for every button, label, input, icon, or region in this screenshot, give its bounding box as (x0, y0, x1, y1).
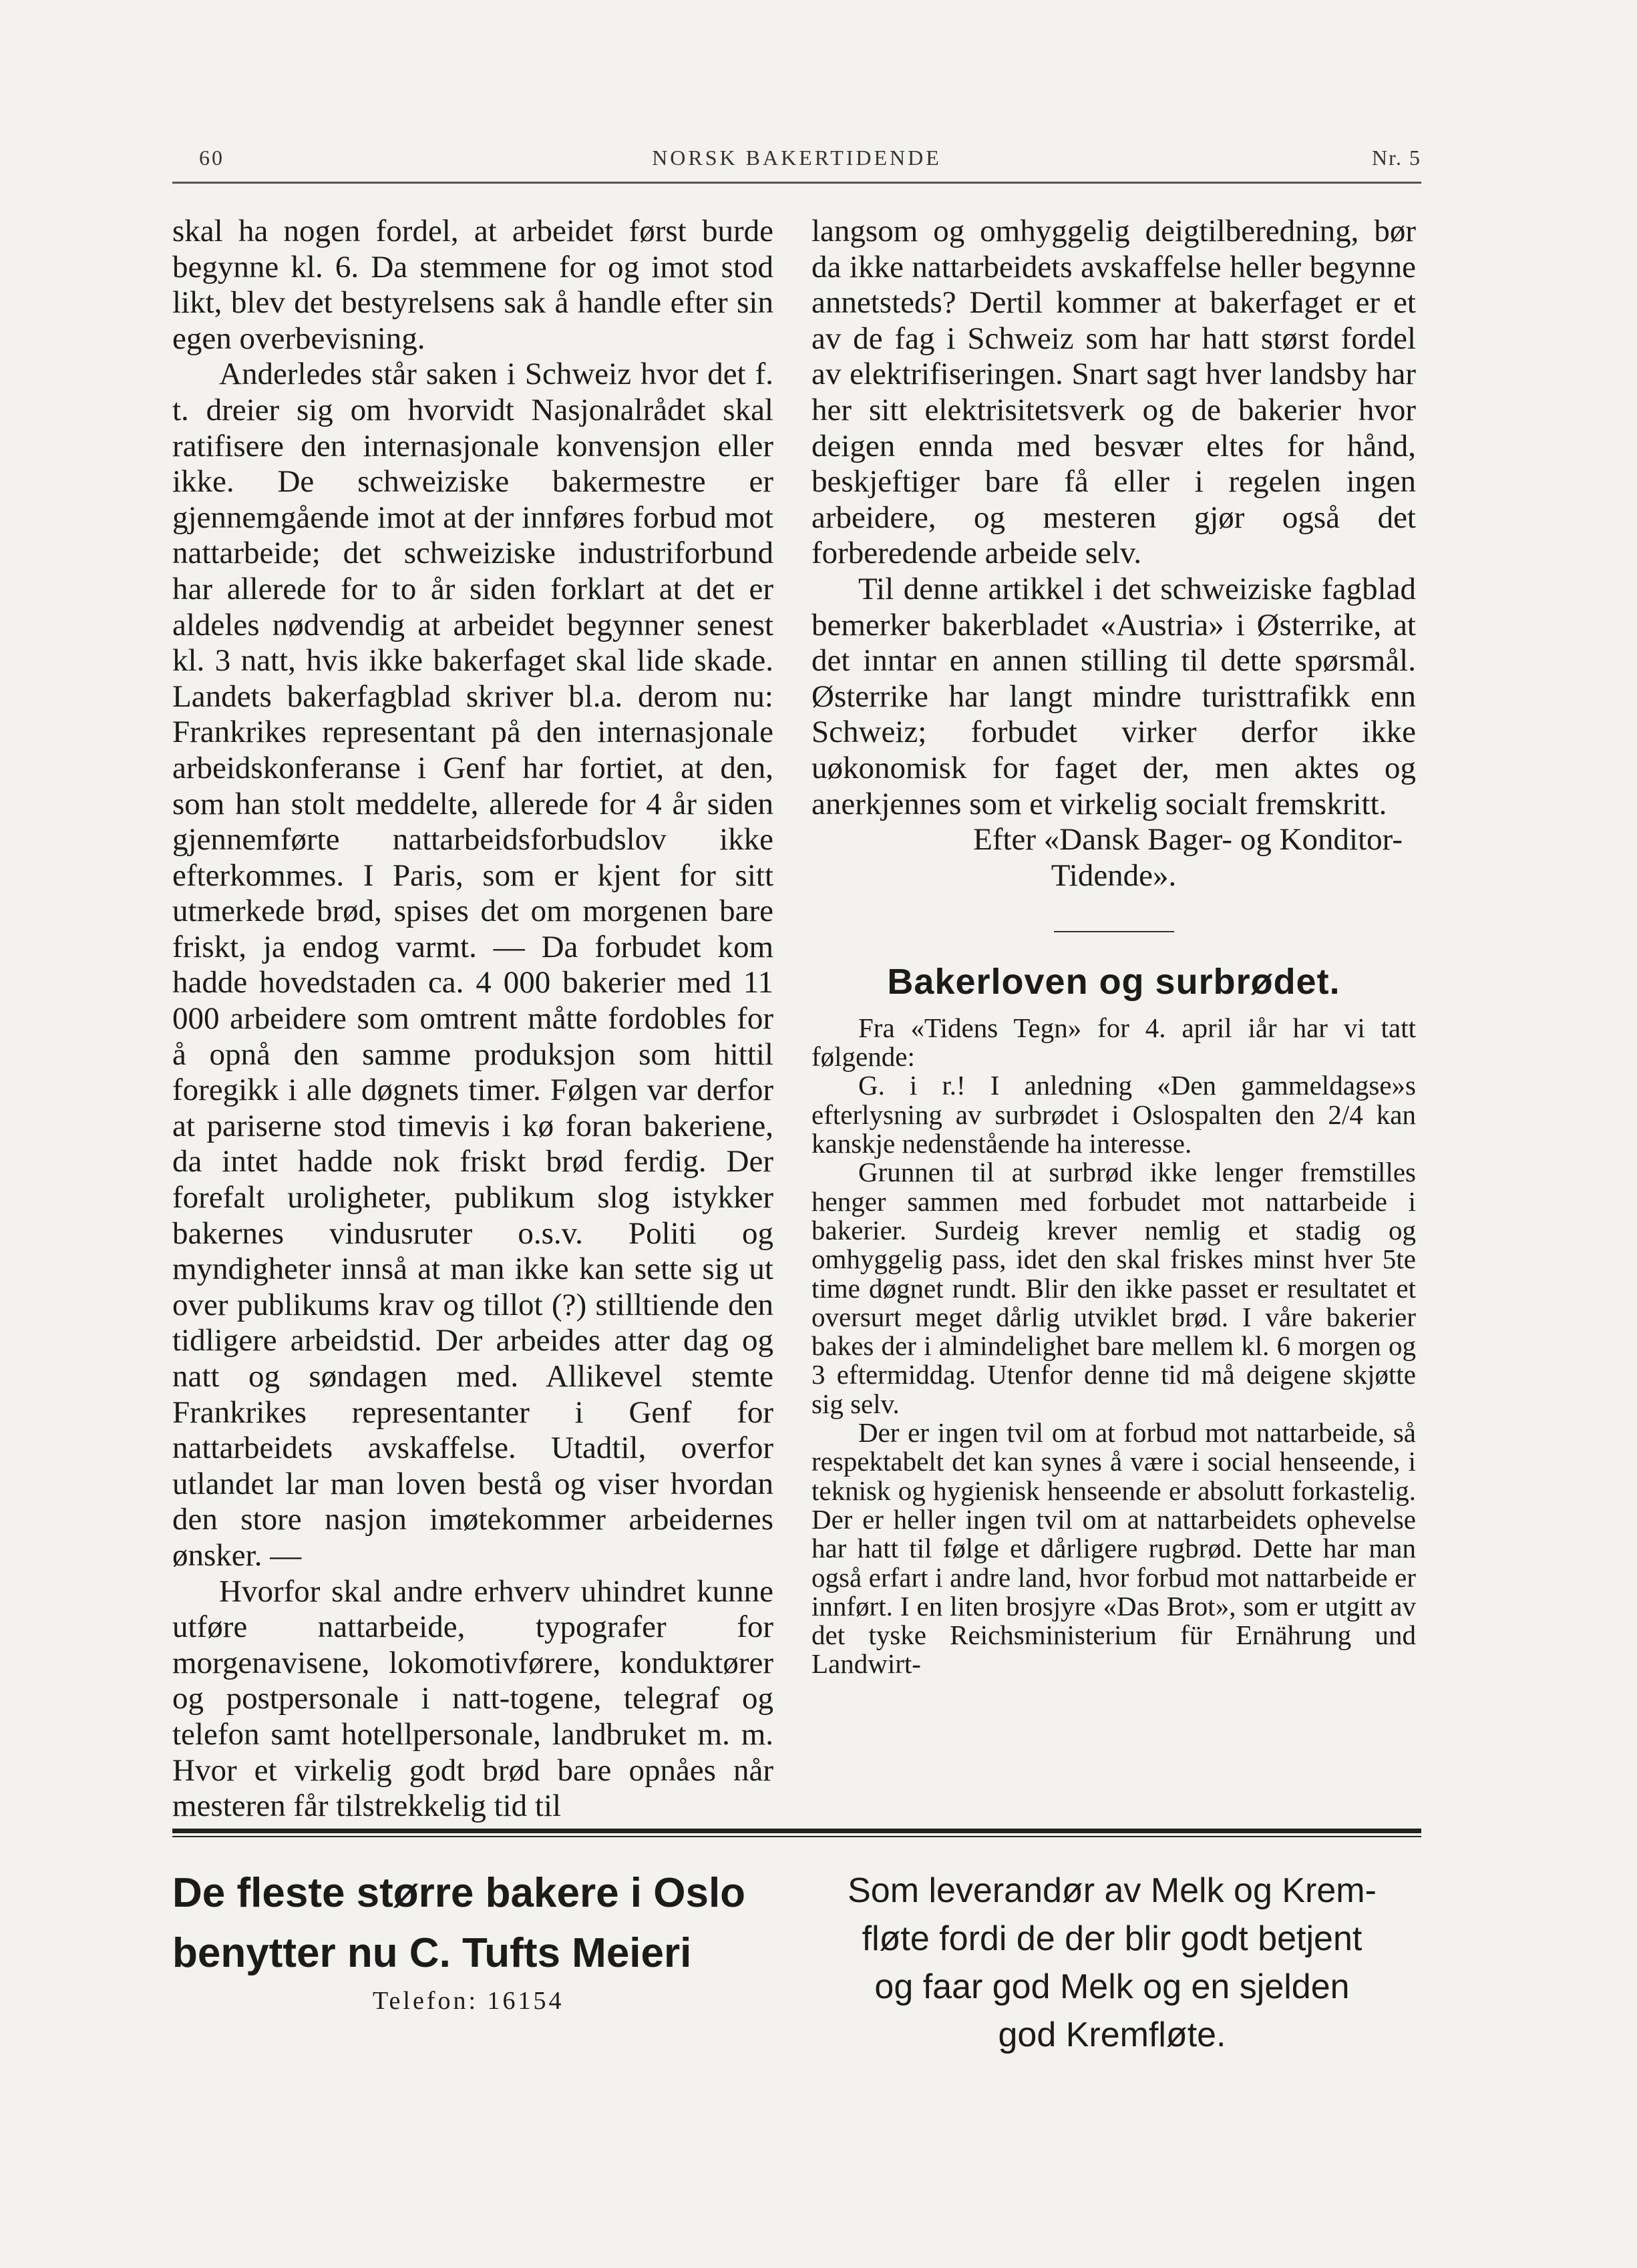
paragraph: G. i r.! I anledning «Den gammeldagse»s efterlysning av surbrødet i Oslospalten den 2/4 kan kanskje nedenstående ha interesse. (811, 1070, 1416, 1159)
paragraph: skal ha nogen fordel, at arbeidet først burde begynne kl. 6. Da stemmene for og imot stod likt, blev det bestyrelsens sak å handle efter sin egen overbevisning. (172, 214, 773, 356)
ad-headline: benytter nu C. Tufts Meieri (172, 1930, 692, 1976)
paragraph: Grunnen til at surbrød ikke lenger fremstilles henger sammen med forbudet mot nattarbeide i bakerier. Surdeig krever nemlig et stadig og omhyggelig pass, idet den skal friskes minst hver 5te time døgnet rundt. Blir den ikke passet er resultatet et oversurt meget dårlig utviklet brød. I våre bakerier bakes der i almindelighet bare mellem kl. 6 morgen og 3 eftermiddag. Utenfor denne tid må deigene skjøtte sig selv. (811, 1157, 1416, 1419)
paragraph: Til denne artikkel i det schweiziske fagblad bemerker bakerbladet «Austria» i Østerrike, at det inntar en annen stilling til dette spørsmål. Østerrike har langt mindre turisttrafikk enn Schweiz; forbudet virker derfor ikke uøkonomisk for faget der, men aktes og anerkjennes som et virkelig socialt fremskritt. (811, 571, 1416, 821)
article-divider (1054, 931, 1174, 932)
ad-separator (172, 1829, 1421, 1833)
publication-title: NORSK BAKERTIDENDE (652, 146, 942, 170)
right-column (811, 214, 1416, 1679)
issue-number: Nr. 5 (1372, 146, 1421, 170)
article-title: Bakerloven og surbrødet. (887, 962, 1340, 1002)
page-number: 60 (199, 146, 224, 170)
paragraph: Fra «Tidens Tegn» for 4. april iår har vi tatt følgende: (811, 1012, 1416, 1073)
paragraph: Der er ingen tvil om at forbud mot nattarbeide, så respektabelt det kan synes å være i social henseende, i teknisk og hygienisk henseende er absolutt forkastelig. Der er heller ingen tvil om at nattarbeidets ophevelse har hatt til følge et dårligere rugbrød. Dette har man også erfart i andre land, hvor forbud mot nattarbeide er innført. I en liten brosjyre «Das Brot», som er utgitt av det tyske Reichsministerium für Ernährung und Landwirt- (811, 1417, 1416, 1680)
left-column (172, 214, 773, 1825)
source-attribution: Tidende». (1051, 858, 1177, 893)
ad-text-line: fløte fordi de der blir godt betjent (862, 1919, 1362, 1958)
page-header (172, 146, 1421, 179)
ad-text-line: Som leverandør av Melk og Krem- (848, 1871, 1377, 1910)
header-rule (172, 182, 1421, 184)
advertisement-left (172, 1863, 773, 2016)
ad-headline: De fleste større bakere i Oslo (172, 1870, 746, 1916)
ad-text-line: og faar god Melk og en sjelden (874, 1967, 1350, 2006)
paragraph: Anderledes står saken i Schweiz hvor det f. t. dreier sig om hvorvidt Nasjonalrådet skal ratifisere den internasjonale konvensjon eller ikke. De schweiziske bakermestre er gjennemgående imot at der innføres forbud mot nattarbeide; det schweiziske industriforbund har allerede for to år siden forklart at det er aldeles nødvendig at arbeidet begynner senest kl. 3 natt, hvis ikke bakerfaget skal lide skade. Landets bakerfagblad skriver bl.a. derom nu: Frankrikes representant på den internasjonale arbeidskonferanse i Genf har fortiet, at den, som han stolt meddelte, allerede for 4 år siden gjennemførte nattarbeidsforbudslov ikke efterkommes. I Paris, som er kjent for sitt utmerkede brød, spises det om morgenen bare friskt, ja endog varmt. — Da forbudet kom hadde hovedstaden ca. 4 000 bakerier med 11 000 arbeidere som omtrent måtte fordobles for å opnå den samme produksjon som hittil foregikk i alle døgnets timer. Følgen var derfor at pariserne stod timevis i kø foran bakeriene, da intet hadde nok friskt brød ferdig. Der forefalt uroligheter, publikum slog istykker bakernes vindusruter o.s.v. Politi og myndigheter innså at man ikke kan sette sig ut over publikums krav og tillot (?) stilltiende den tidligere arbeidstid. Der arbeides atter dag og natt og søndagen med. Allikevel stemte Frankrikes representanter i Genf for nattarbeidets avskaffelse. Utadtil, overfor utlandet lar man loven bestå og viser hvordan den store nasjon imøtekommer arbeidernes ønsker. — (172, 357, 773, 1573)
ad-text-line: god Kremfløte. (998, 2016, 1226, 2054)
advertisement-right (811, 1867, 1413, 2059)
ad-telephone: Telefon: 16154 (373, 1987, 564, 2015)
paragraph: Hvorfor skal andre erhverv uhindret kunne utføre nattarbeide, typografer for morgenavisene, lokomotivførere, konduktører og postpersonale i natt-togene, telegraf og telefon samt hotellpersonale, landbruket m. m. Hvor et virkelig godt brød bare opnåes når mesteren får tilstrekkelig tid til (172, 1573, 773, 1824)
paragraph: langsom og omhyggelig deigtilberedning, bør da ikke nattarbeidets avskaffelse heller begynne annetsteds? Dertil kommer at bakerfaget er et av de fag i Schweiz som har hatt størst fordel av elektrifiseringen. Snart sagt hver landsby har her sitt elektrisitetsverk og de bakerier hvor deigen ennda med besvær eltes for hånd, beskjeftiger bare få eller i regelen ingen arbeidere, og mesteren gjør også det forberedende arbeide selv. (811, 214, 1416, 571)
source-attribution: Efter «Dansk Bager- og Konditor- (973, 822, 1403, 858)
ad-separator (172, 1836, 1421, 1837)
